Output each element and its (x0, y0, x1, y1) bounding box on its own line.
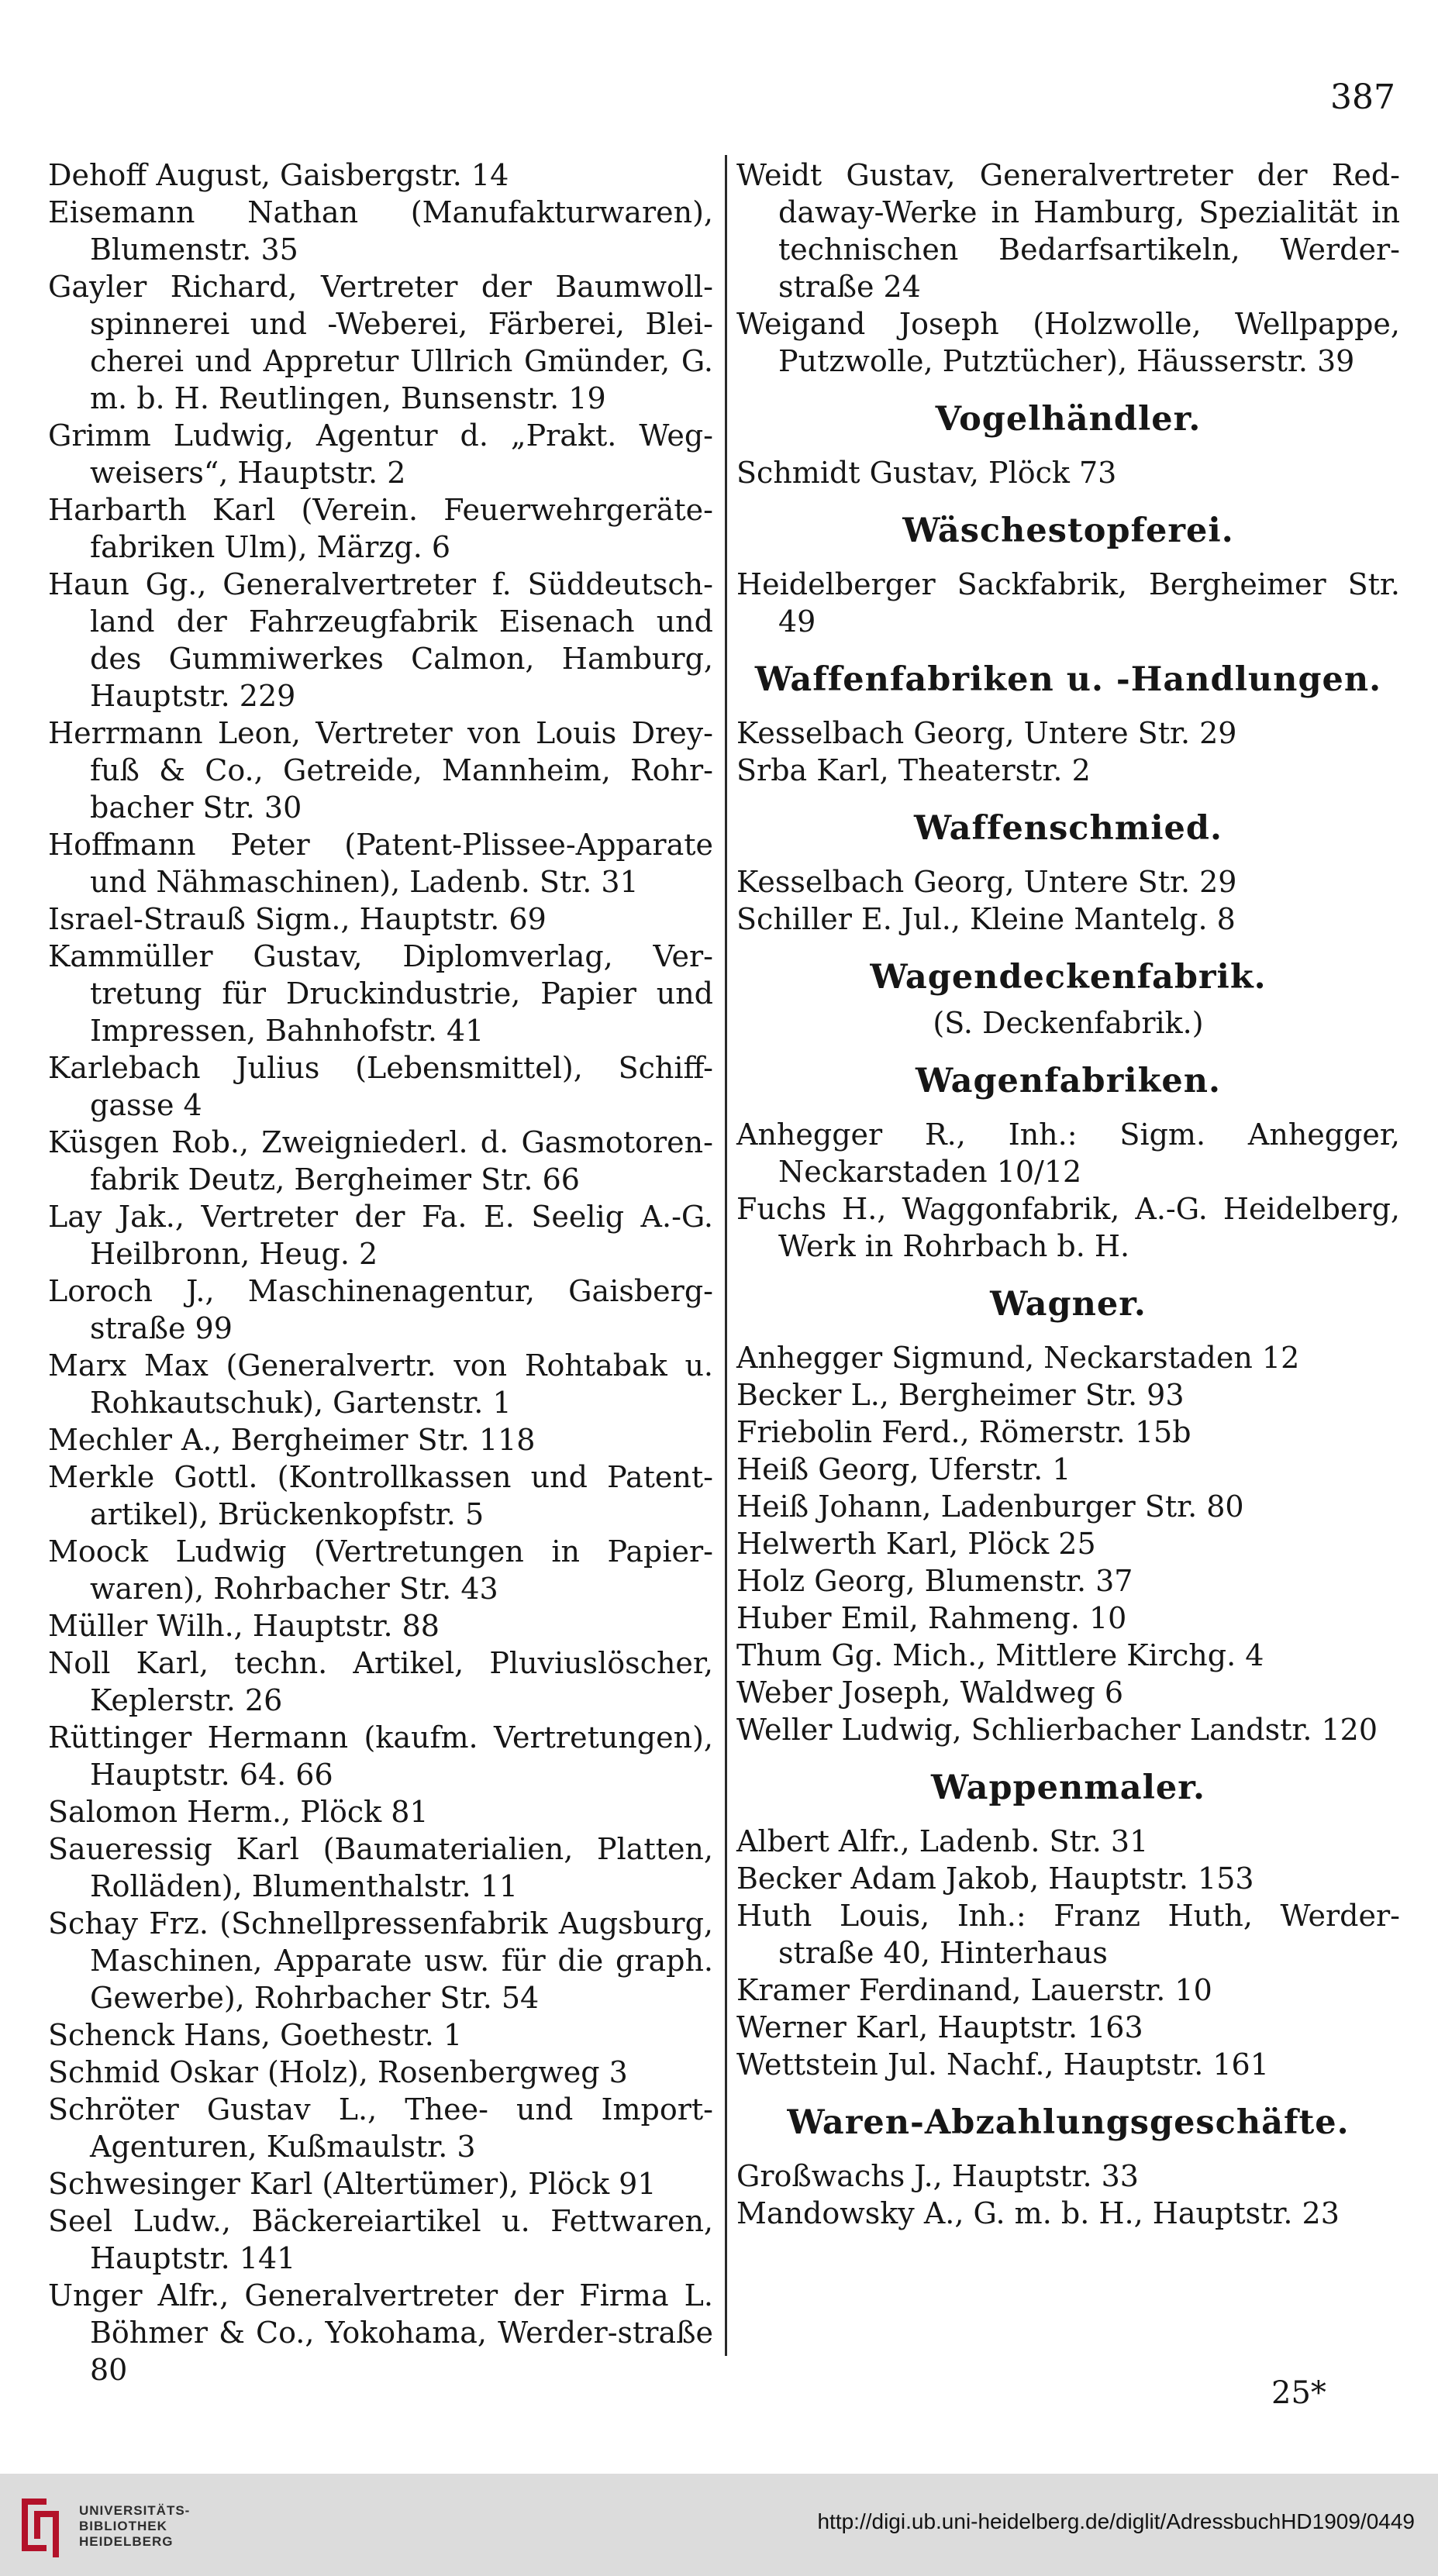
section-heading: Wagendeckenfabrik. (870, 958, 1267, 997)
section-heading: Waffenfabriken u. -Handlungen. (754, 660, 1382, 699)
directory-entry: Huth Louis, Inh.: Franz Huth, Werder-straße 40, Hinterhaus (736, 1899, 1400, 1970)
directory-entry: Küsgen Rob., Zweigniederl. d. Gasmotoren-fabrik Deutz, Bergheimer Str. 66 (48, 1125, 713, 1197)
directory-entry: Mandowsky A., G. m. b. H., Hauptstr. 23 (736, 2196, 1340, 2230)
directory-entry: Israel-Strauß Sigm., Hauptstr. 69 (48, 902, 547, 936)
column-divider (725, 155, 727, 2356)
directory-entry: Kesselbach Georg, Untere Str. 29 (736, 716, 1237, 750)
directory-entry: Weber Joseph, Waldweg 6 (736, 1675, 1124, 1710)
directory-entry: Karlebach Julius (Lebensmittel), Schiff-gasse 4 (48, 1051, 713, 1122)
directory-entry: Schenck Hans, Goethestr. 1 (48, 2018, 463, 2052)
directory-entry: Schiller E. Jul., Kleine Mantelg. 8 (736, 902, 1236, 936)
directory-entry: Holz Georg, Blumenstr. 37 (736, 1564, 1133, 1598)
directory-entry: Werner Karl, Hauptstr. 163 (736, 2010, 1143, 2044)
library-logo-icon (16, 2491, 67, 2559)
directory-entry: Merkle Gottl. (Kontrollkassen und Patent-artikel), Brückenkopfstr. 5 (48, 1460, 713, 1531)
directory-entry: Anhegger Sigmund, Neckarstaden 12 (736, 1341, 1300, 1375)
directory-entry: Weller Ludwig, Schlierbacher Landstr. 120 (736, 1713, 1378, 1747)
directory-entry: Rüttinger Hermann (kaufm. Vertretungen), Hauptstr. 64. 66 (48, 1720, 713, 1792)
section-heading: Wappenmaler. (931, 1768, 1205, 1807)
page-number: 387 (1330, 77, 1395, 117)
directory-entry: Seel Ludw., Bäckereiartikel u. Fettwaren, Hauptstr. 141 (48, 2204, 713, 2275)
directory-entry: Fuchs H., Waggonfabrik, A.-G. Heidelberg, Werk in Rohrbach b. H. (736, 1192, 1400, 1263)
directory-entry: Heiß Johann, Ladenburger Str. 80 (736, 1489, 1244, 1524)
directory-entry: Grimm Ludwig, Agentur d. „Prakt. Weg-weisers“, Hauptstr. 2 (48, 418, 713, 490)
directory-entry: Heiß Georg, Uferstr. 1 (736, 1452, 1071, 1486)
library-logo-text (79, 2503, 190, 2550)
section-heading: Wäschestopferei. (902, 511, 1234, 550)
directory-entry: Huber Emil, Rahmeng. 10 (736, 1601, 1127, 1635)
directory-entry: Schwesinger Karl (Altertümer), Plöck 91 (48, 2167, 657, 2201)
section-heading: Wagenfabriken. (916, 1062, 1221, 1100)
section-heading: Wagner. (990, 1285, 1147, 1324)
left-column (48, 157, 713, 2388)
right-column (736, 157, 1400, 2232)
logo-line-2: BIBLIOTHEK (79, 2519, 167, 2533)
directory-entry: Hoffmann Peter (Patent-Plissee-Apparate und Nähmaschinen), Ladenb. Str. 31 (48, 828, 713, 899)
directory-entry: Weidt Gustav, Generalvertreter der Red-daway-Werke in Hamburg, Spezialität in technischen Bedarfsartikeln, Werder-straße 24 (736, 158, 1400, 304)
directory-entry: Becker Adam Jakob, Hauptstr. 153 (736, 1861, 1254, 1896)
directory-entry: Helwerth Karl, Plöck 25 (736, 1527, 1096, 1561)
directory-entry: Wettstein Jul. Nachf., Hauptstr. 161 (736, 2047, 1269, 2082)
directory-entry: Schmidt Gustav, Plöck 73 (736, 456, 1117, 490)
directory-entry: Saueressig Karl (Baumaterialien, Platten, Rolläden), Blumenthalstr. 11 (48, 1832, 713, 1903)
directory-entry: Unger Alfr., Generalvertreter der Firma L. Böhmer & Co., Yokohama, Werder-straße 80 (48, 2278, 713, 2387)
signature-mark: 25* (1271, 2375, 1326, 2411)
directory-entry: Schmid Oskar (Holz), Rosenbergweg 3 (48, 2055, 628, 2089)
directory-entry: Becker L., Bergheimer Str. 93 (736, 1378, 1185, 1412)
directory-entry: Weigand Joseph (Holzwolle, Wellpappe, Putzwolle, Putztücher), Häusserstr. 39 (736, 307, 1400, 378)
directory-entry: Müller Wilh., Hauptstr. 88 (48, 1609, 440, 1643)
directory-entry: Mechler A., Bergheimer Str. 118 (48, 1423, 536, 1457)
section-heading: Waren-Abzahlungsgeschäfte. (787, 2103, 1350, 2142)
directory-entry: Loroch J., Maschinenagentur, Gaisberg-straße 99 (48, 1274, 713, 1345)
directory-entry: Noll Karl, techn. Artikel, Pluviuslöscher, Keplerstr. 26 (48, 1646, 713, 1717)
section-heading: Vogelhändler. (935, 400, 1202, 439)
directory-entry: Harbarth Karl (Verein. Feuerwehrgeräte-fabriken Ulm), Märzg. 6 (48, 493, 713, 564)
directory-entry: Anhegger R., Inh.: Sigm. Anhegger, Neckarstaden 10/12 (736, 1118, 1400, 1189)
directory-entry: Herrmann Leon, Vertreter von Louis Drey-fuß & Co., Getreide, Mannheim, Rohr-bacher Str. 30 (48, 716, 713, 825)
directory-entry: Srba Karl, Theaterstr. 2 (736, 753, 1091, 787)
cross-reference-note: (S. Deckenfabrik.) (933, 1006, 1204, 1040)
directory-entry: Großwachs J., Hauptstr. 33 (736, 2159, 1139, 2193)
directory-entry: Friebolin Ferd., Römerstr. 15b (736, 1415, 1191, 1449)
directory-entry: Heidelberger Sackfabrik, Bergheimer Str. 49 (736, 567, 1400, 639)
logo-line-1: UNIVERSITÄTS- (79, 2503, 191, 2518)
directory-entry: Moock Ludwig (Vertretungen in Papier-waren), Rohrbacher Str. 43 (48, 1534, 713, 1606)
directory-entry: Dehoff August, Gaisbergstr. 14 (48, 158, 509, 192)
directory-entry: Albert Alfr., Ladenb. Str. 31 (736, 1824, 1149, 1858)
directory-entry: Lay Jak., Vertreter der Fa. E. Seelig A.-G. Heilbronn, Heug. 2 (48, 1200, 713, 1271)
section-heading: Waffenschmied. (914, 809, 1222, 848)
directory-entry: Gayler Richard, Vertreter der Baumwoll-spinnerei und -Weberei, Färberei, Blei-cherei und Appretur Ullrich Gmünder, G. m. b. H. Reutlingen, Bunsenstr. 19 (48, 270, 713, 415)
directory-entry: Schröter Gustav L., Thee- und Import-Agenturen, Kußmaulstr. 3 (48, 2092, 713, 2164)
directory-entry: Schay Frz. (Schnellpressenfabrik Augsburg, Maschinen, Apparate usw. für die graph. Gewerbe), Rohrbacher Str. 54 (48, 1906, 713, 2015)
permalink-url[interactable]: http://digi.ub.uni-heidelberg.de/diglit/AdressbuchHD1909/0449 (817, 2509, 1415, 2533)
directory-entry: Haun Gg., Generalvertreter f. Süddeutsch-land der Fahrzeugfabrik Eisenach und des Gummiwerkes Calmon, Hamburg, Hauptstr. 229 (48, 567, 713, 713)
directory-entry: Kesselbach Georg, Untere Str. 29 (736, 865, 1237, 899)
viewer-footer (0, 2474, 1438, 2576)
logo-line-3: HEIDELBERG (79, 2534, 174, 2549)
directory-entry: Salomon Herm., Plöck 81 (48, 1795, 429, 1829)
directory-entry: Eisemann Nathan (Manufakturwaren), Blumenstr. 35 (48, 195, 713, 267)
directory-entry: Kammüller Gustav, Diplomverlag, Ver-tretung für Druckindustrie, Papier und Impressen, Bahnhofstr. 41 (48, 939, 713, 1048)
directory-entry: Kramer Ferdinand, Lauerstr. 10 (736, 1973, 1212, 2007)
directory-entry: Marx Max (Generalvertr. von Rohtabak u. Rohkautschuk), Gartenstr. 1 (48, 1348, 713, 1420)
directory-entry: Thum Gg. Mich., Mittlere Kirchg. 4 (736, 1638, 1264, 1672)
